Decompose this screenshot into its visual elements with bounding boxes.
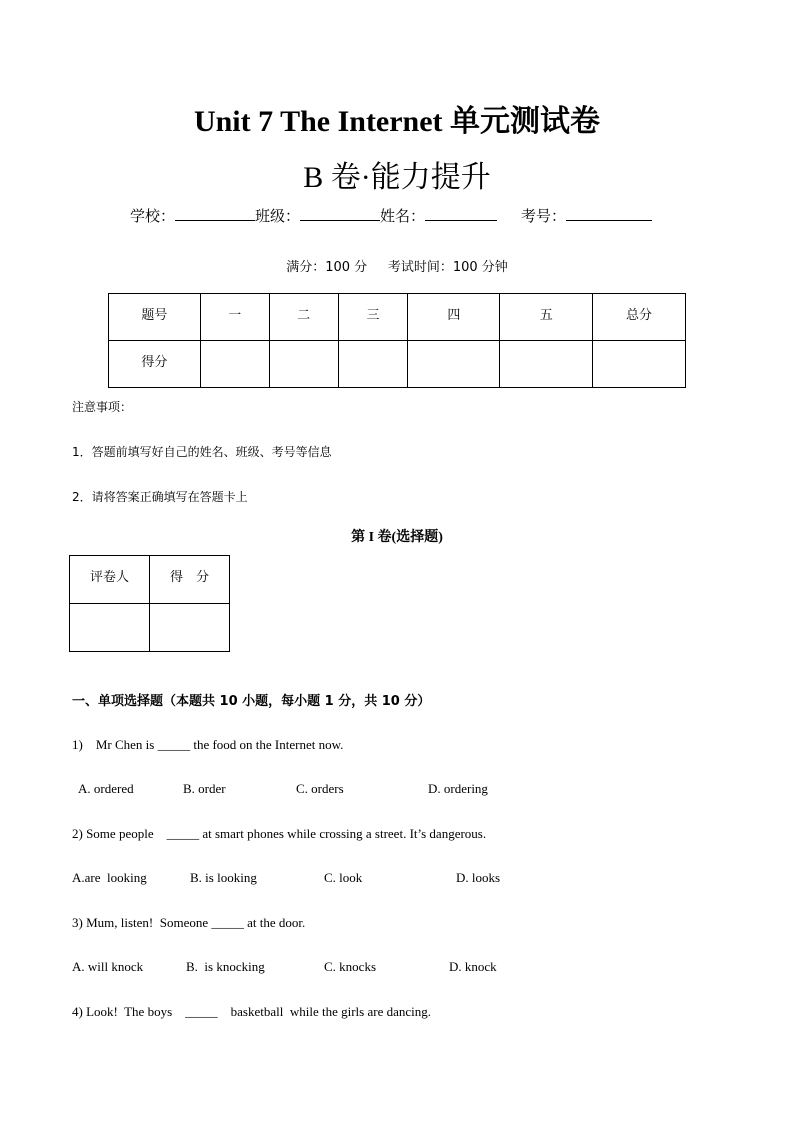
score-header-cell: 题号 [109,294,201,341]
option: C. knocks [324,959,376,974]
score-cell[interactable] [408,341,500,388]
class-label: 班级： [255,207,301,225]
notes-title: 注意事项： [72,400,133,414]
score-header-cell: 一 [200,294,269,341]
score-cell[interactable] [200,341,269,388]
option: A. will knock [72,959,144,974]
grader-cell[interactable] [70,604,150,652]
option: A.are looking [72,870,147,885]
score-cell[interactable] [338,341,408,388]
question-stem: 1) Mr Chen is _____ the food on the Internet now. [72,737,344,752]
exam-no-label: 考号： [521,207,567,225]
score-header-cell: 总分 [593,294,686,341]
score-header-cell: 二 [269,294,338,341]
option: D. ordering [428,781,488,796]
option: B. order [183,781,226,796]
note-item: 2．请将答案正确填写在答题卡上 [72,490,248,504]
grader-table [69,555,230,652]
exam-no-blank[interactable] [566,206,652,221]
section-title: 一、单项选择题（本题共 10 小题，每小题 1 分，共 10 分） [72,694,431,709]
note-item: 1．答题前填写好自己的姓名、班级、考号等信息 [72,445,332,459]
grader-header-cell: 评卷人 [70,556,150,604]
grader-header-cell: 得 分 [150,556,230,604]
option: A. ordered [78,781,134,796]
score-cell[interactable] [593,341,686,388]
question-stem: 3) Mum, listen! Someone _____ at the door. [72,915,306,930]
name-blank[interactable] [425,206,497,221]
score-row-label: 得分 [109,341,201,388]
option: B. is looking [190,870,257,885]
score-table [108,293,686,388]
student-info-line [130,205,652,226]
school-blank[interactable] [175,206,255,221]
exam-meta: 满分：100 分 考试时间：100 分钟 [286,260,508,275]
exam-title: Unit 7 The Internet 单元测试卷 [193,105,601,138]
question-stem: 2) Some people _____ at smart phones while crossing a street. It’s dangerous. [72,826,487,841]
question-stem: 4) Look! The boys _____ basketball while the girls are dancing. [72,1004,431,1019]
score-table-header-row [109,294,686,341]
option: B. is knocking [186,959,265,974]
school-label: 学校： [130,207,176,225]
score-cell[interactable] [269,341,338,388]
part-title: 第 I 卷(选择题) [351,530,443,545]
option: D. knock [449,959,497,974]
exam-subtitle: B 卷·能力提升 [303,161,491,194]
score-header-cell: 五 [500,294,593,341]
score-header-cell: 三 [338,294,408,341]
name-label: 姓名： [380,207,426,225]
score-header-cell: 四 [408,294,500,341]
score-cell[interactable] [500,341,593,388]
score-table-score-row [109,341,686,388]
option: C. orders [296,781,344,796]
option: C. look [324,870,363,885]
class-blank[interactable] [300,206,380,221]
option: D. looks [456,870,501,885]
grader-cell[interactable] [150,604,230,652]
